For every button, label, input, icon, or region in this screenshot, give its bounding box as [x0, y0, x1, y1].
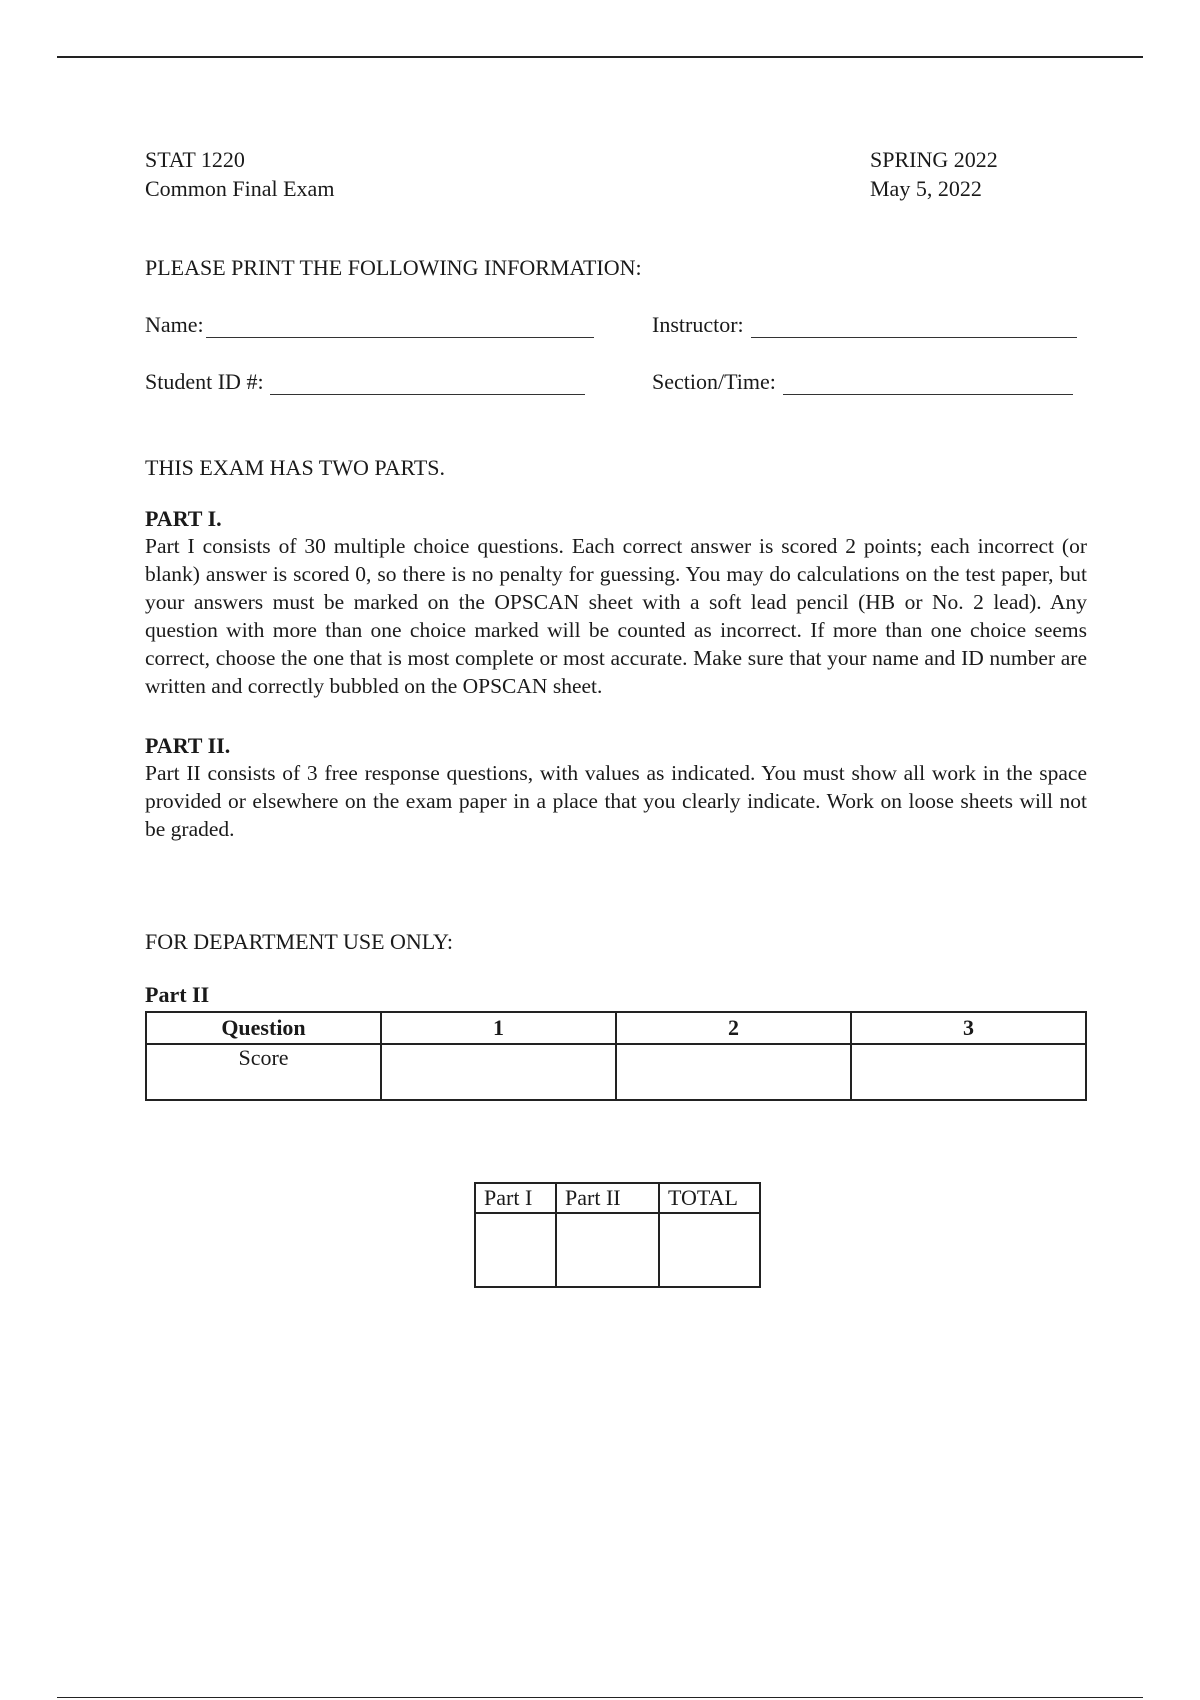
part1-section — [145, 506, 1087, 700]
score-cell-q2[interactable] — [616, 1044, 851, 1100]
section-time-field[interactable] — [652, 369, 1073, 395]
score-table-header-row — [146, 1012, 1086, 1044]
part1-title: PART I. — [145, 506, 222, 531]
info-prompt: PLEASE PRINT THE FOLLOWING INFORMATION: — [145, 255, 642, 280]
course-code: STAT 1220 — [145, 147, 245, 172]
part2-score-table — [145, 1011, 1087, 1101]
score-table-header-cell: Question — [146, 1012, 381, 1044]
name-blank[interactable] — [206, 317, 594, 338]
top-rule — [57, 56, 1143, 58]
part2-instructions: Part II consists of 3 free response questions, with values as indicated. You must show all work in the space provided or elsewhere on the exam paper in a place that you clearly indicate. Work on loose sheets will not be graded. — [145, 761, 1087, 841]
total-table-header-cell: Part II — [556, 1183, 659, 1213]
total-table-value-row — [475, 1213, 760, 1287]
total-score-table — [474, 1182, 761, 1288]
score-cell-q1[interactable] — [381, 1044, 616, 1100]
score-table-header-cell: 3 — [851, 1012, 1086, 1044]
total-table-header-cell: TOTAL — [659, 1183, 760, 1213]
header-right — [870, 145, 998, 203]
exam-date: May 5, 2022 — [870, 176, 982, 201]
section-time-label: Section/Time: — [652, 369, 776, 394]
score-table-score-row — [146, 1044, 1086, 1100]
section-time-blank[interactable] — [783, 374, 1073, 395]
student-id-label: Student ID #: — [145, 369, 264, 394]
student-id-field[interactable] — [145, 369, 585, 395]
part2-section — [145, 733, 1087, 843]
instructor-field[interactable] — [652, 312, 1077, 338]
header-left — [145, 145, 334, 203]
total-table-header-row — [475, 1183, 760, 1213]
score-table-header-cell: 1 — [381, 1012, 616, 1044]
total-cell-part1[interactable] — [475, 1213, 556, 1287]
bottom-rule — [57, 1697, 1143, 1698]
instructor-blank[interactable] — [751, 317, 1077, 338]
score-cell-q3[interactable] — [851, 1044, 1086, 1100]
exam-title: Common Final Exam — [145, 176, 335, 201]
score-table-header-cell: 2 — [616, 1012, 851, 1044]
total-table-header-cell: Part I — [475, 1183, 556, 1213]
total-cell-part2[interactable] — [556, 1213, 659, 1287]
dept-use-label: FOR DEPARTMENT USE ONLY: — [145, 929, 453, 954]
exam-parts-note: THIS EXAM HAS TWO PARTS. — [145, 455, 445, 480]
part2-title: PART II. — [145, 733, 231, 758]
exam-term: SPRING 2022 — [870, 147, 998, 172]
score-table-title: Part II — [145, 982, 210, 1007]
name-field[interactable] — [145, 312, 594, 338]
name-label: Name: — [145, 312, 204, 337]
part1-instructions: Part I consists of 30 multiple choice questions. Each correct answer is scored 2 points; each incorrect (or blank) answer is scored 0, so there is no penalty for guessing. You may do calculations on the test paper, but your answers must be marked on the OPSCAN sheet with a soft lead pencil (HB or No. 2 lead). Any question with more than one choice marked will be counted as incorrect. If more than one choice seems correct, choose the one that is most complete or most accurate. Make sure that your name and ID number are written and correctly bubbled on the OPSCAN sheet. — [145, 534, 1087, 698]
total-cell-total[interactable] — [659, 1213, 760, 1287]
student-id-blank[interactable] — [270, 374, 585, 395]
score-row-label: Score — [146, 1044, 381, 1100]
instructor-label: Instructor: — [652, 312, 744, 337]
